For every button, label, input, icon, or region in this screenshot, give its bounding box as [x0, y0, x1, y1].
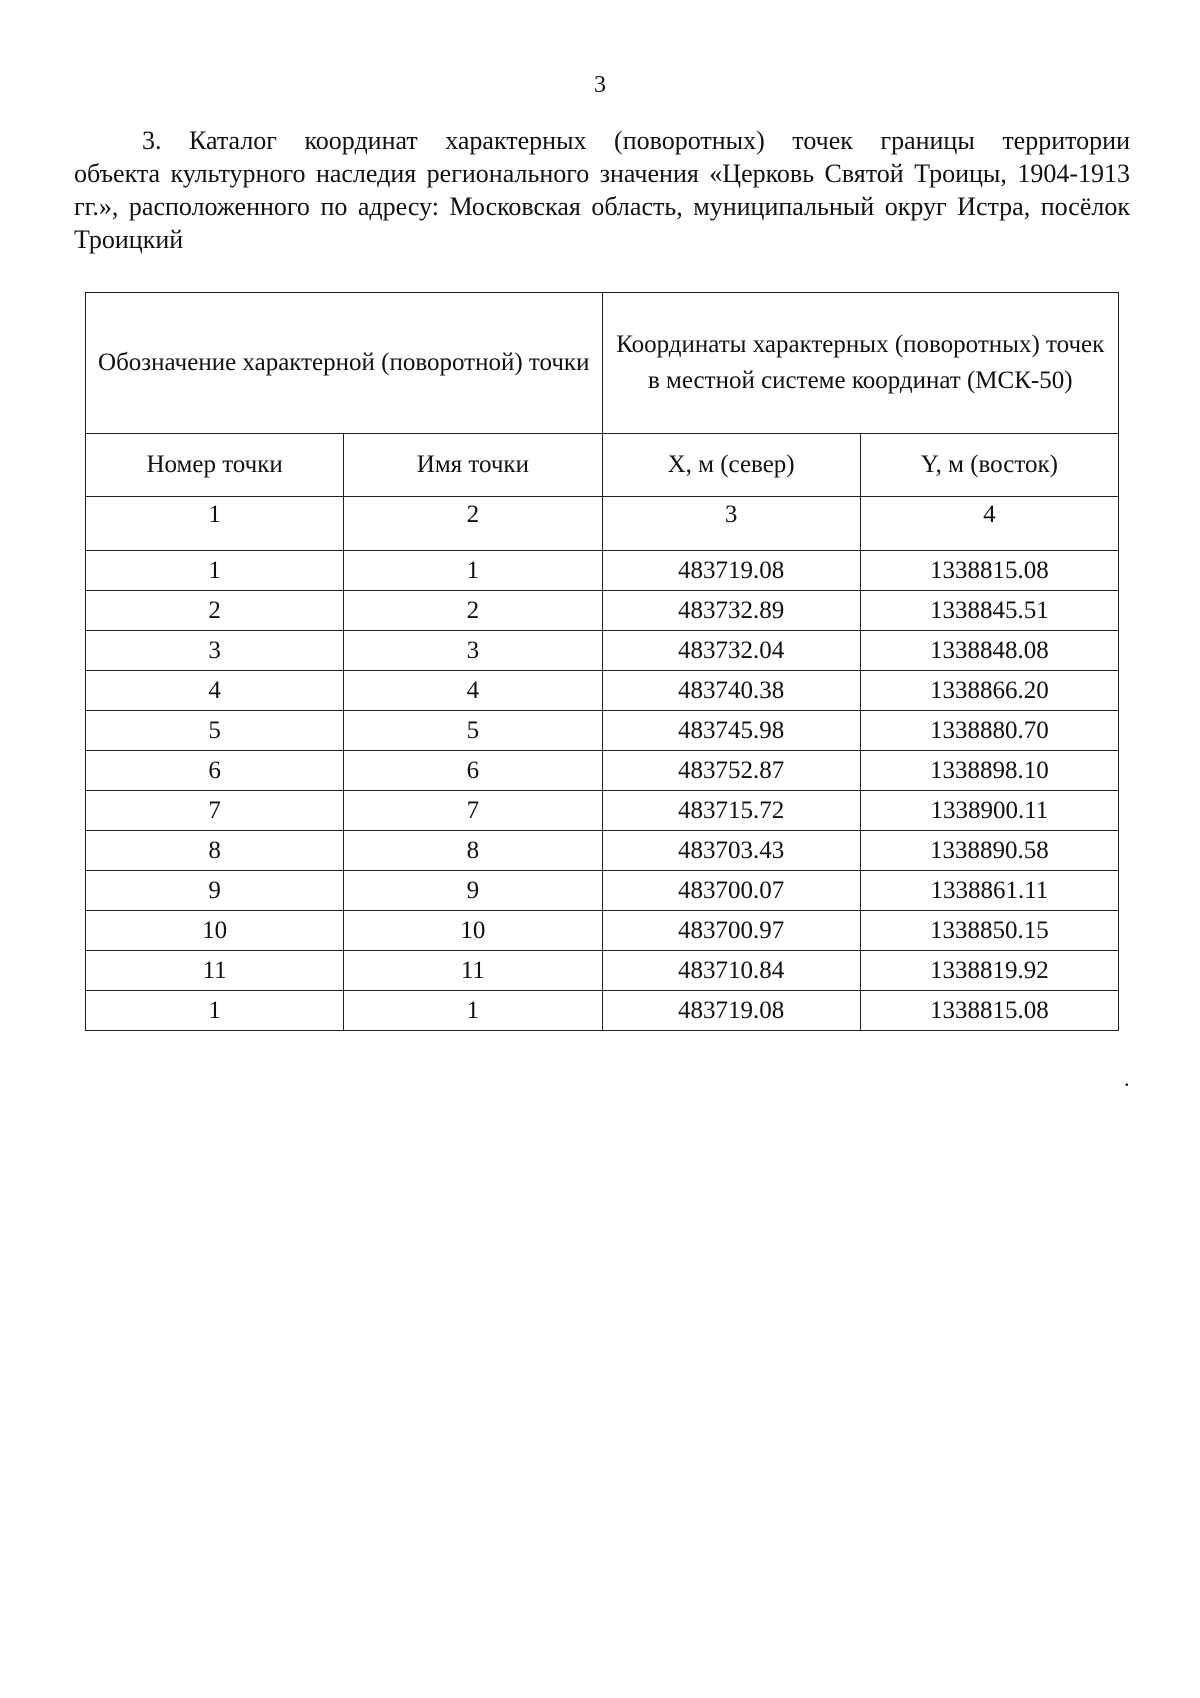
point-number-cell: 7	[86, 791, 344, 831]
x-north-cell: 483719.08	[602, 991, 860, 1031]
point-name-cell: 3	[344, 631, 602, 671]
table-row	[86, 591, 1119, 631]
column-number: 2	[344, 497, 602, 551]
document-heading	[74, 124, 1130, 256]
point-number-cell: 6	[86, 751, 344, 791]
point-number-cell: 4	[86, 671, 344, 711]
y-east-cell: 1338898.10	[860, 751, 1118, 791]
x-north-cell: 483715.72	[602, 791, 860, 831]
x-north-cell: 483745.98	[602, 711, 860, 751]
point-name-cell: 10	[344, 911, 602, 951]
point-name-cell: 1	[344, 991, 602, 1031]
y-east-cell: 1338815.08	[860, 991, 1118, 1031]
point-number-cell: 10	[86, 911, 344, 951]
column-header-point-number: Номер точки	[86, 434, 344, 497]
point-name-cell: 2	[344, 591, 602, 631]
table-row	[86, 631, 1119, 671]
trailing-mark: .	[1124, 1066, 1130, 1091]
table-row	[86, 911, 1119, 951]
column-number: 4	[860, 497, 1118, 551]
table-row	[86, 871, 1119, 911]
y-east-cell: 1338880.70	[860, 711, 1118, 751]
x-north-cell: 483732.89	[602, 591, 860, 631]
group-header-coordinates: Координаты характерных (поворотных) точек в местной системе координат (МСК-50)	[602, 293, 1119, 434]
y-east-cell: 1338819.92	[860, 951, 1118, 991]
point-number-cell: 5	[86, 711, 344, 751]
coordinates-table	[85, 292, 1119, 1031]
column-header-y-east: Y, м (восток)	[860, 434, 1118, 497]
x-north-cell: 483700.07	[602, 871, 860, 911]
point-name-cell: 8	[344, 831, 602, 871]
column-header-point-name: Имя точки	[344, 434, 602, 497]
group-header-point-designation: Обозначение характерной (поворотной) точки	[86, 293, 603, 434]
heading-continuation: объекта культурного наследия регионального значения «Церковь Святой Троицы, 1904-1913 гг.», расположенного по адресу: Московская область, муниципальный округ Истра, посёлок Троицкий	[74, 159, 1130, 254]
point-number-cell: 3	[86, 631, 344, 671]
x-north-cell: 483710.84	[602, 951, 860, 991]
column-header-x-north: X, м (север)	[602, 434, 860, 497]
point-name-cell: 5	[344, 711, 602, 751]
point-name-cell: 11	[344, 951, 602, 991]
table-row	[86, 751, 1119, 791]
point-number-cell: 9	[86, 871, 344, 911]
y-east-cell: 1338861.11	[860, 871, 1118, 911]
table-body	[86, 551, 1119, 1031]
x-north-cell: 483703.43	[602, 831, 860, 871]
x-north-cell: 483752.87	[602, 751, 860, 791]
point-name-cell: 9	[344, 871, 602, 911]
table-row	[86, 951, 1119, 991]
table-row	[86, 791, 1119, 831]
y-east-cell: 1338850.15	[860, 911, 1118, 951]
page-number: 3	[594, 72, 606, 98]
y-east-cell: 1338900.11	[860, 791, 1118, 831]
table-column-number-row	[86, 497, 1119, 551]
point-name-cell: 6	[344, 751, 602, 791]
y-east-cell: 1338848.08	[860, 631, 1118, 671]
point-number-cell: 8	[86, 831, 344, 871]
y-east-cell: 1338815.08	[860, 551, 1118, 591]
point-number-cell: 1	[86, 551, 344, 591]
x-north-cell: 483700.97	[602, 911, 860, 951]
point-number-cell: 2	[86, 591, 344, 631]
table-row	[86, 671, 1119, 711]
column-number: 3	[602, 497, 860, 551]
table-row	[86, 991, 1119, 1031]
heading-first-line: 3. Каталог координат характерных (поворотных) точек границы территории	[142, 126, 1130, 155]
y-east-cell: 1338845.51	[860, 591, 1118, 631]
point-name-cell: 7	[344, 791, 602, 831]
table-row	[86, 831, 1119, 871]
point-number-cell: 11	[86, 951, 344, 991]
point-name-cell: 1	[344, 551, 602, 591]
table-row	[86, 711, 1119, 751]
table-row	[86, 551, 1119, 591]
table-group-header-row	[86, 293, 1119, 434]
point-name-cell: 4	[344, 671, 602, 711]
x-north-cell: 483740.38	[602, 671, 860, 711]
point-number-cell: 1	[86, 991, 344, 1031]
y-east-cell: 1338890.58	[860, 831, 1118, 871]
y-east-cell: 1338866.20	[860, 671, 1118, 711]
x-north-cell: 483719.08	[602, 551, 860, 591]
column-number: 1	[86, 497, 344, 551]
table-column-header-row	[86, 434, 1119, 497]
x-north-cell: 483732.04	[602, 631, 860, 671]
